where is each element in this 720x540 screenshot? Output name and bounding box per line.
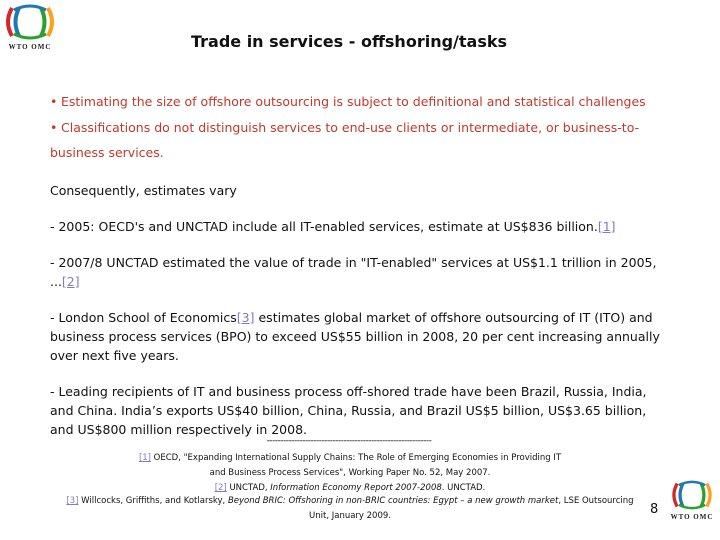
footnote-link[interactable]: [2] <box>61 274 80 289</box>
footnote-separator: ------------------------------------------------------------ <box>266 436 432 446</box>
footnote-link[interactable]: [1] <box>597 219 616 234</box>
bullet-text: Estimating the size of offshore outsourcing is subject to definitional and statistical challenges <box>61 94 646 109</box>
logo-text: WTO OMC <box>670 513 714 521</box>
estimate-item: - Leading recipients of IT and business process off-shored trade have been Brazil, Russia, India, and China. India’s exports US$40 billion, China, Russia, and Brazil US$5 billion, US$3.65 billion, and US$800 million respectively in 2008. <box>50 384 647 437</box>
bullet-item <box>50 92 662 111</box>
footnote-link[interactable]: [1] <box>138 453 151 463</box>
bullet-dot-icon: • <box>50 120 58 135</box>
estimate-item: - 2007/8 UNCTAD estimated the value of trade in "IT-enabled" services at US$1.1 trillion in 2005, ...[2] <box>50 255 657 289</box>
page-title: Trade in services - offshoring/tasks <box>190 32 508 51</box>
slide-body <box>50 92 662 439</box>
footnote-3: [3] Willcocks, Griffiths, and Kotlarsky, Beyond BRIC: Offshoring in non-BRIC countries: Egypt – a new growth market, LSE Outsourcing Unit, January 2009. <box>66 496 634 521</box>
footnote-link[interactable]: [3] <box>66 496 79 506</box>
bullet-dot-icon: • <box>50 94 58 109</box>
footnote-1: [1] OECD, "Expanding International Supply Chains: The Role of Emerging Economies in Providing IT and Business Process Services", Working Paper No. 52, May 2007. <box>138 453 562 478</box>
wto-globe-icon <box>669 478 715 512</box>
consequently-line: Consequently, estimates vary <box>50 183 237 198</box>
bullet-text: Classifications do not distinguish services to end-use clients or intermediate, or business-to- <box>61 120 640 135</box>
wto-logo-bottom <box>669 478 720 521</box>
footnote-link[interactable]: [3] <box>236 310 255 325</box>
bullet-continuation: business services. <box>50 145 164 160</box>
logo-text: WTO OMC <box>8 43 52 51</box>
footnote-2: [2] UNCTAD, Information Economy Report 2007-2008. UNCTAD. <box>214 483 486 493</box>
footnote-link[interactable]: [2] <box>214 483 227 493</box>
estimate-item: - London School of Economics[3] estimates global market of offshore outsourcing of IT (ITO) and business process services (BPO) to exceed US$55 billion in 2008, 20 per cent increasing annually over next five years. <box>50 310 660 363</box>
page-number: 8 <box>650 502 659 517</box>
estimate-item: - 2005: OECD's and UNCTAD include all IT-enabled services, estimate at US$836 billion.[1] <box>50 219 616 234</box>
bullet-item <box>50 118 662 137</box>
